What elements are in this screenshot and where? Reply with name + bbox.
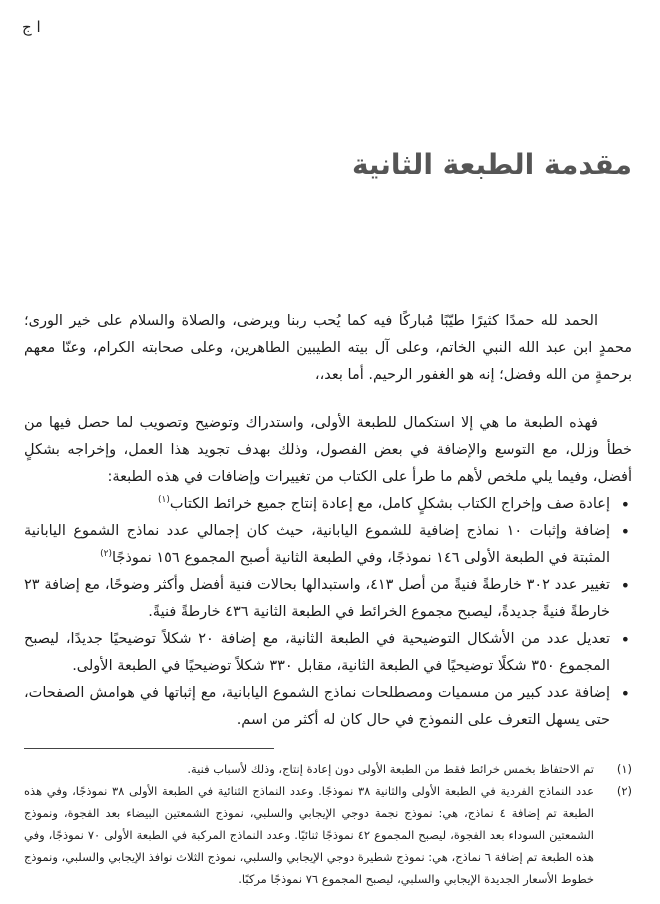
changes-list <box>24 491 632 734</box>
footnote-text: تم الاحتفاظ بخمس خرائط فقط من الطبعة الأولى دون إعادة إنتاج، وذلك لأسباب فنية. <box>187 762 594 776</box>
page-title: مقدمة الطبعة الثانية <box>351 148 632 181</box>
list-item <box>24 518 632 572</box>
list-item-text: إعادة صف وإخراج الكتاب بشكلٍ كامل، مع إعادة إنتاج جميع خرائط الكتاب <box>169 496 610 512</box>
footnote-item <box>24 758 632 780</box>
list-item <box>24 491 632 518</box>
list-item-text: إضافة عدد كبير من مسميات ومصطلحات نماذج الشموع اليابانية، مع إثباتها في هوامش الصفحات، حتى يسهل التعرف على النموذج في حال كان له أكثر من اسم. <box>24 685 610 728</box>
footnote-text: عدد النماذج الفردية في الطبعة الأولى والثانية ٣٨ نموذجًا. وعدد النماذج الثنائية في الطبعة الأولى ٣٨ نموذجًا، وفي هذه الطبعة تم إضافة ٤ نماذج، هي: نموذج نجمة دوجي الإيجابي والسلبي، نموذج الشمعتين البيضاء بعد الفجوة، ونموذج الشمعتين السوداء بعد الفجوة، ليصبح المجموع ٤٢ نموذجًا ثنائيًا. وعدد النماذج المركبة في الطبعة الأولى ٧٠ نموذجًا، وفي هذه الطبعة تم إضافة ٦ نماذج، هي: نموذج شطيرة دوجي الإيجابي والسلبي، نموذج الثلاث نوافذ الإيجابي والسلبي، ونموذج خطوط الأسعار الجديدة الإيجابي والسلبي، ليصبح المجموع ٧٦ نموذجًا مركبًا. <box>24 784 595 886</box>
footnote-divider <box>24 748 274 749</box>
footnotes <box>24 758 632 890</box>
footnote-number: (١) <box>616 762 632 776</box>
list-item-text: إضافة وإثبات ١٠ نماذج إضافية للشموع اليابانية، حيث كان إجمالي عدد نماذج الشموع اليابانية المثبتة في الطبعة الأولى ١٤٦ نموذجًا، وفي الطبعة الثانية أصبح المجموع ١٥٦ نموذجًا <box>24 523 610 566</box>
list-item <box>24 680 632 734</box>
footnote-ref: (٢) <box>100 549 112 560</box>
body-section <box>24 410 632 734</box>
body-intro-text: فهذه الطبعة ما هي إلا استكمال للطبعة الأولى، واستدراك وتوضيح وتصويب لما حصل فيها من خطأ وزلل، مع التوسع والإضافة في بعض الفصول، وذلك بهدف تجويد هذا العمل، وإخراجه بشكلٍ أفضل، وفيما يلي ملخص لأهم ما طرأ على الكتاب من تغييرات وإضافات في هذه الطبعة: <box>24 415 632 485</box>
bullet-icon: • <box>620 495 630 514</box>
footnote-item <box>24 780 632 890</box>
list-item-text: تغيير عدد ٣٠٢ خارطةً فنيةً من أصل ٤١٣، واستبدالها بحالات فنية أفضل وأكثر وضوحًا، مع إضافة ٢٣ خارطةً فنيةً جديدةً، ليصبح مجموع الخرائط في الطبعة الثانية ٤٣٦ خارطةً فنيةً. <box>24 577 610 620</box>
bullet-icon: • <box>620 522 630 541</box>
footnote-number: (٢) <box>616 784 632 798</box>
footnote-ref: (١) <box>157 495 170 506</box>
bullet-icon: • <box>620 576 630 595</box>
bullet-icon: • <box>620 630 630 649</box>
intro-text: الحمد لله حمدًا كثيرًا طيّبًا مُباركًا فيه كما يُحب ربنا ويرضى، والصلاة والسلام على خير الورى؛ محمدٍ ابن عبد الله النبي الخاتم، وعلى آل بيته الطيبين الطاهرين، وعلى صحابته الكرام، وعنّا معهم برحمةٍ من الله وفضل؛ إنه هو الغفور الرحيم. أما بعد،، <box>24 313 632 383</box>
list-item <box>24 626 632 680</box>
page-marker: ا ج <box>22 18 41 36</box>
bullet-icon: • <box>620 684 630 703</box>
list-item <box>24 572 632 626</box>
list-item-text: تعديل عدد من الأشكال التوضيحية في الطبعة الثانية، مع إضافة ٢٠ شكلاً توضيحيًا جديدًا، ليصبح المجموع ٣٥٠ شكلًا توضيحيًا في الطبعة الثانية، مقابل ٣٣٠ شكلاً توضيحيًا في الطبعة الأولى. <box>24 631 611 674</box>
intro-paragraph <box>24 308 632 389</box>
